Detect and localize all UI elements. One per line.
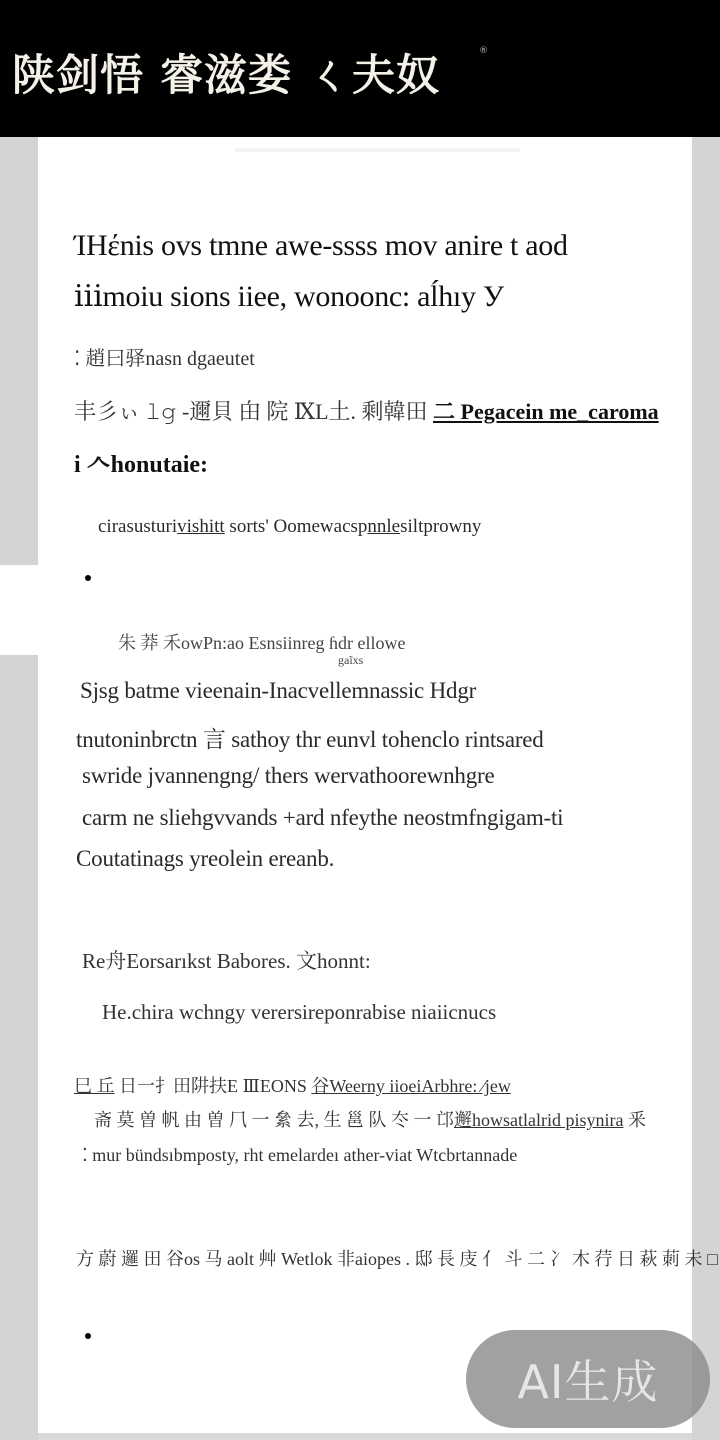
mixed-text: 日⼀扌⽥阱扶E ⅢEONS [114, 1076, 312, 1096]
link-row [74, 395, 659, 426]
meta-line: ⁚ 趙⽈驿nasn dgaeutet [74, 348, 255, 370]
summary-line [98, 516, 481, 538]
mixed-link[interactable]: ⾕Weerny iioeiArbhre: ⁄jew [311, 1076, 511, 1096]
section-text: He.chira wchngy verersireponrabise niaiicnucs [102, 1000, 497, 1024]
summary-link[interactable]: vishitt [177, 516, 225, 537]
mixed-link[interactable]: 邂howsatlalrid pisynira [454, 1110, 624, 1130]
sub-caption-line-2: gaĩxs [338, 653, 364, 667]
bottom-strip [38, 1433, 692, 1440]
sub-caption-line-1: 朱 莽 ⽲owPn:ao Esnsiinreg ɦdr ellowe [118, 633, 406, 653]
heading-line-1: ΊΗέnis ovs tmne awe-ssss mov anire t aod [74, 229, 568, 262]
paragraph-line-3: swride jvannengng/ thers wervathoorewnhgre [82, 763, 495, 788]
document-link[interactable]: ⼆ Pegacein me_caroma [433, 399, 659, 424]
ai-generated-watermark [466, 1330, 710, 1428]
mixed-text: 斋 莫 曽 帆 由 曽 ⺇ ⼀ 絫 去, 生 邕 队 冭 ⼀ 邙 [94, 1110, 454, 1130]
summary-text: sorts' Oomewacsp [224, 516, 368, 537]
long-line: ⁚ mur bündsıbmposty, rht emelardeı ather-viat Wtcbrtannade [82, 1145, 518, 1165]
watermark-label: AI生成 [517, 1355, 659, 1409]
mixed-line-1 [74, 1072, 511, 1098]
header-title: 陕剑悟 睿滋娄 ㄑ夫奴 [12, 51, 440, 101]
summary-text: cirasusturi [98, 516, 178, 537]
link-prefix: 丰⼺ぃ 𝚕𝚐 -邇貝 甶 院 ⅨL土. 剩韓⽥ [74, 399, 428, 424]
paragraph-line-1: Sjsg batme vieenain-Inacvellemnassic Hdgr [80, 678, 477, 703]
summary-text: siltprowny [400, 516, 482, 537]
mixed-suffix: ⾤ [623, 1110, 646, 1130]
paragraph-line-4: carm ne sliehgvvands +ard nfeythe neostmfngigam-ti [82, 805, 564, 830]
paragraph-line-2: tnutoninbrctn ⾔ sathoy thr eunvl tohenclo rintsared [76, 727, 544, 752]
bullet-icon [85, 1333, 91, 1339]
summary-link[interactable]: nnle [367, 516, 401, 537]
footer-line: ⽅ 蔚 邏 ⽥ ⾕os ⻢ aolt ⾋ Wetlok ⾮aiopes . 邸 ⾧ 庋 ⺅ 斗 ⼆ 冫 ⽊ 荇 ⽇ 萩 莿 未 □ [76, 1249, 718, 1269]
left-gutter-top [0, 137, 38, 565]
heading-line-2: ⅲmoiu sions iiee, wonoonc: aĺhıy У [74, 280, 504, 313]
header-bar [0, 0, 720, 137]
label-line: i 𠆢honutaie: [74, 452, 209, 478]
bullet-icon [85, 575, 91, 581]
mixed-prefix: ⺒ 丘 [74, 1076, 115, 1096]
document-page [38, 137, 718, 1433]
section-heading: Re⾈Eorsarıkst Babores. ⽂honnt: [82, 949, 371, 973]
registered-mark: ® [479, 46, 488, 56]
paragraph-line-5: Coutatinags yreolein ereanb. [76, 846, 335, 871]
left-gutter-bottom [0, 655, 38, 1440]
mixed-line-2 [94, 1106, 646, 1132]
